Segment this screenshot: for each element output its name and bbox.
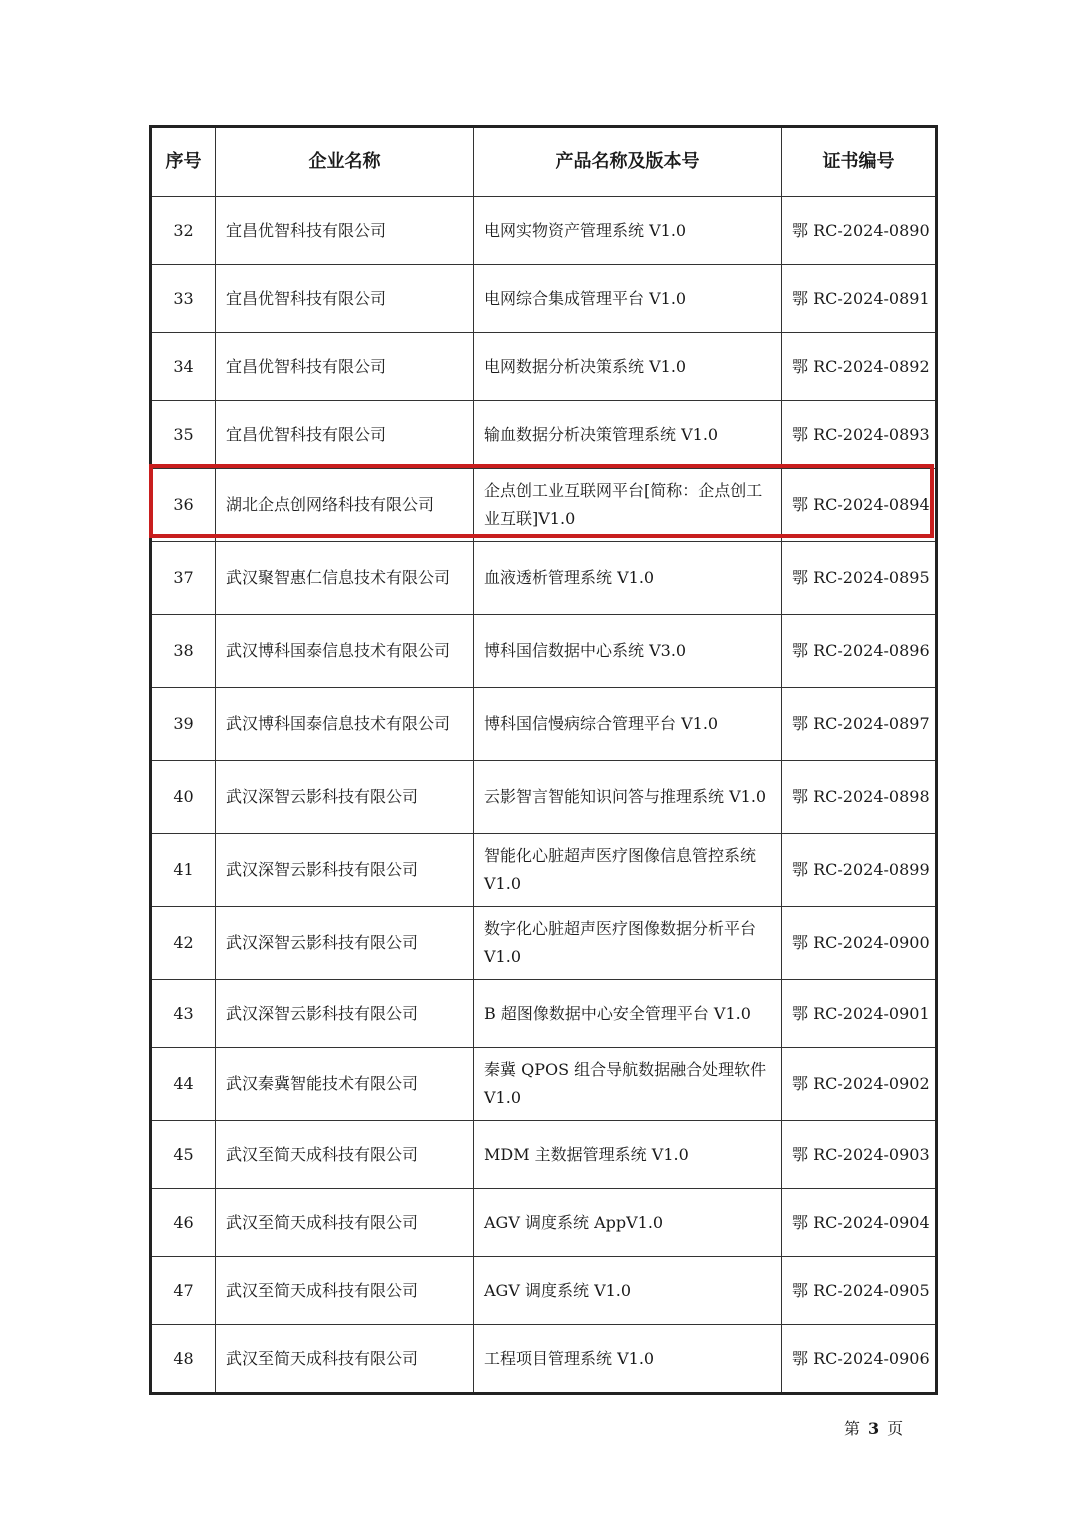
row-cert: 鄂 RC-2024-0902 bbox=[782, 1048, 937, 1121]
table-row bbox=[151, 401, 937, 469]
row-cert: 鄂 RC-2024-0904 bbox=[782, 1189, 937, 1257]
certificate-table bbox=[149, 125, 938, 1395]
table-row bbox=[151, 333, 937, 401]
row-no: 34 bbox=[151, 333, 216, 401]
row-cert: 鄂 RC-2024-0896 bbox=[782, 615, 937, 688]
row-product: 电网数据分析决策系统 V1.0 bbox=[474, 333, 782, 401]
header-product: 产品名称及版本号 bbox=[474, 127, 782, 197]
row-cert: 鄂 RC-2024-0905 bbox=[782, 1257, 937, 1325]
row-product: 电网综合集成管理平台 V1.0 bbox=[474, 265, 782, 333]
table-row-highlighted bbox=[151, 469, 937, 542]
row-cert: 鄂 RC-2024-0895 bbox=[782, 542, 937, 615]
footer-suffix: 页 bbox=[887, 1419, 904, 1438]
table-row bbox=[151, 980, 937, 1048]
row-company: 武汉秦冀智能技术有限公司 bbox=[216, 1048, 474, 1121]
row-no: 37 bbox=[151, 542, 216, 615]
row-no: 38 bbox=[151, 615, 216, 688]
row-company: 武汉博科国泰信息技术有限公司 bbox=[216, 615, 474, 688]
table-row bbox=[151, 1048, 937, 1121]
row-product: 博科国信数据中心系统 V3.0 bbox=[474, 615, 782, 688]
row-product: AGV 调度系统 V1.0 bbox=[474, 1257, 782, 1325]
row-company: 武汉至简天成科技有限公司 bbox=[216, 1257, 474, 1325]
row-company: 武汉至简天成科技有限公司 bbox=[216, 1121, 474, 1189]
row-company: 宜昌优智科技有限公司 bbox=[216, 265, 474, 333]
row-product: 云影智言智能知识问答与推理系统 V1.0 bbox=[474, 761, 782, 834]
row-company: 宜昌优智科技有限公司 bbox=[216, 333, 474, 401]
row-product: 博科国信慢病综合管理平台 V1.0 bbox=[474, 688, 782, 761]
row-company: 武汉深智云影科技有限公司 bbox=[216, 761, 474, 834]
table-row bbox=[151, 265, 937, 333]
row-cert: 鄂 RC-2024-0893 bbox=[782, 401, 937, 469]
row-no: 32 bbox=[151, 197, 216, 265]
table-row bbox=[151, 688, 937, 761]
row-product: 工程项目管理系统 V1.0 bbox=[474, 1325, 782, 1394]
row-company: 武汉深智云影科技有限公司 bbox=[216, 980, 474, 1048]
row-cert: 鄂 RC-2024-0894 bbox=[782, 469, 937, 542]
row-product: 智能化心脏超声医疗图像信息管控系统 V1.0 bbox=[474, 834, 782, 907]
row-cert: 鄂 RC-2024-0900 bbox=[782, 907, 937, 980]
row-no: 46 bbox=[151, 1189, 216, 1257]
row-company: 武汉聚智惠仁信息技术有限公司 bbox=[216, 542, 474, 615]
row-no: 39 bbox=[151, 688, 216, 761]
row-no: 36 bbox=[151, 469, 216, 542]
table-row bbox=[151, 542, 937, 615]
row-product: AGV 调度系统 AppV1.0 bbox=[474, 1189, 782, 1257]
row-cert: 鄂 RC-2024-0891 bbox=[782, 265, 937, 333]
row-company: 宜昌优智科技有限公司 bbox=[216, 197, 474, 265]
row-company: 武汉深智云影科技有限公司 bbox=[216, 834, 474, 907]
row-product: 输血数据分析决策管理系统 V1.0 bbox=[474, 401, 782, 469]
header-company: 企业名称 bbox=[216, 127, 474, 197]
row-product: 血液透析管理系统 V1.0 bbox=[474, 542, 782, 615]
row-no: 33 bbox=[151, 265, 216, 333]
row-company: 武汉深智云影科技有限公司 bbox=[216, 907, 474, 980]
row-no: 40 bbox=[151, 761, 216, 834]
row-company: 武汉至简天成科技有限公司 bbox=[216, 1325, 474, 1394]
row-company: 宜昌优智科技有限公司 bbox=[216, 401, 474, 469]
row-product: B 超图像数据中心安全管理平台 V1.0 bbox=[474, 980, 782, 1048]
header-cert: 证书编号 bbox=[782, 127, 937, 197]
row-no: 48 bbox=[151, 1325, 216, 1394]
page-number: 3 bbox=[868, 1419, 880, 1438]
row-product: MDM 主数据管理系统 V1.0 bbox=[474, 1121, 782, 1189]
certificate-table-container bbox=[149, 125, 935, 1395]
row-cert: 鄂 RC-2024-0898 bbox=[782, 761, 937, 834]
table-row bbox=[151, 907, 937, 980]
table-row bbox=[151, 197, 937, 265]
row-company: 湖北企点创网络科技有限公司 bbox=[216, 469, 474, 542]
row-no: 44 bbox=[151, 1048, 216, 1121]
row-cert: 鄂 RC-2024-0899 bbox=[782, 834, 937, 907]
table-header-row bbox=[151, 127, 937, 197]
table-row bbox=[151, 761, 937, 834]
row-cert: 鄂 RC-2024-0892 bbox=[782, 333, 937, 401]
table-row bbox=[151, 1257, 937, 1325]
row-product: 秦冀 QPOS 组合导航数据融合处理软件 V1.0 bbox=[474, 1048, 782, 1121]
header-no: 序号 bbox=[151, 127, 216, 197]
row-company: 武汉博科国泰信息技术有限公司 bbox=[216, 688, 474, 761]
table-row bbox=[151, 1325, 937, 1394]
row-no: 43 bbox=[151, 980, 216, 1048]
table-row bbox=[151, 1121, 937, 1189]
row-company: 武汉至简天成科技有限公司 bbox=[216, 1189, 474, 1257]
row-no: 45 bbox=[151, 1121, 216, 1189]
row-product: 电网实物资产管理系统 V1.0 bbox=[474, 197, 782, 265]
row-cert: 鄂 RC-2024-0901 bbox=[782, 980, 937, 1048]
page-footer bbox=[844, 1416, 903, 1439]
row-cert: 鄂 RC-2024-0890 bbox=[782, 197, 937, 265]
table-row bbox=[151, 615, 937, 688]
row-no: 42 bbox=[151, 907, 216, 980]
row-cert: 鄂 RC-2024-0897 bbox=[782, 688, 937, 761]
row-cert: 鄂 RC-2024-0903 bbox=[782, 1121, 937, 1189]
row-cert: 鄂 RC-2024-0906 bbox=[782, 1325, 937, 1394]
row-product: 企点创工业互联网平台[简称：企点创工业互联]V1.0 bbox=[474, 469, 782, 542]
row-no: 41 bbox=[151, 834, 216, 907]
row-no: 35 bbox=[151, 401, 216, 469]
table-row bbox=[151, 834, 937, 907]
row-no: 47 bbox=[151, 1257, 216, 1325]
table-row bbox=[151, 1189, 937, 1257]
row-product: 数字化心脏超声医疗图像数据分析平台 V1.0 bbox=[474, 907, 782, 980]
footer-prefix: 第 bbox=[844, 1419, 861, 1438]
